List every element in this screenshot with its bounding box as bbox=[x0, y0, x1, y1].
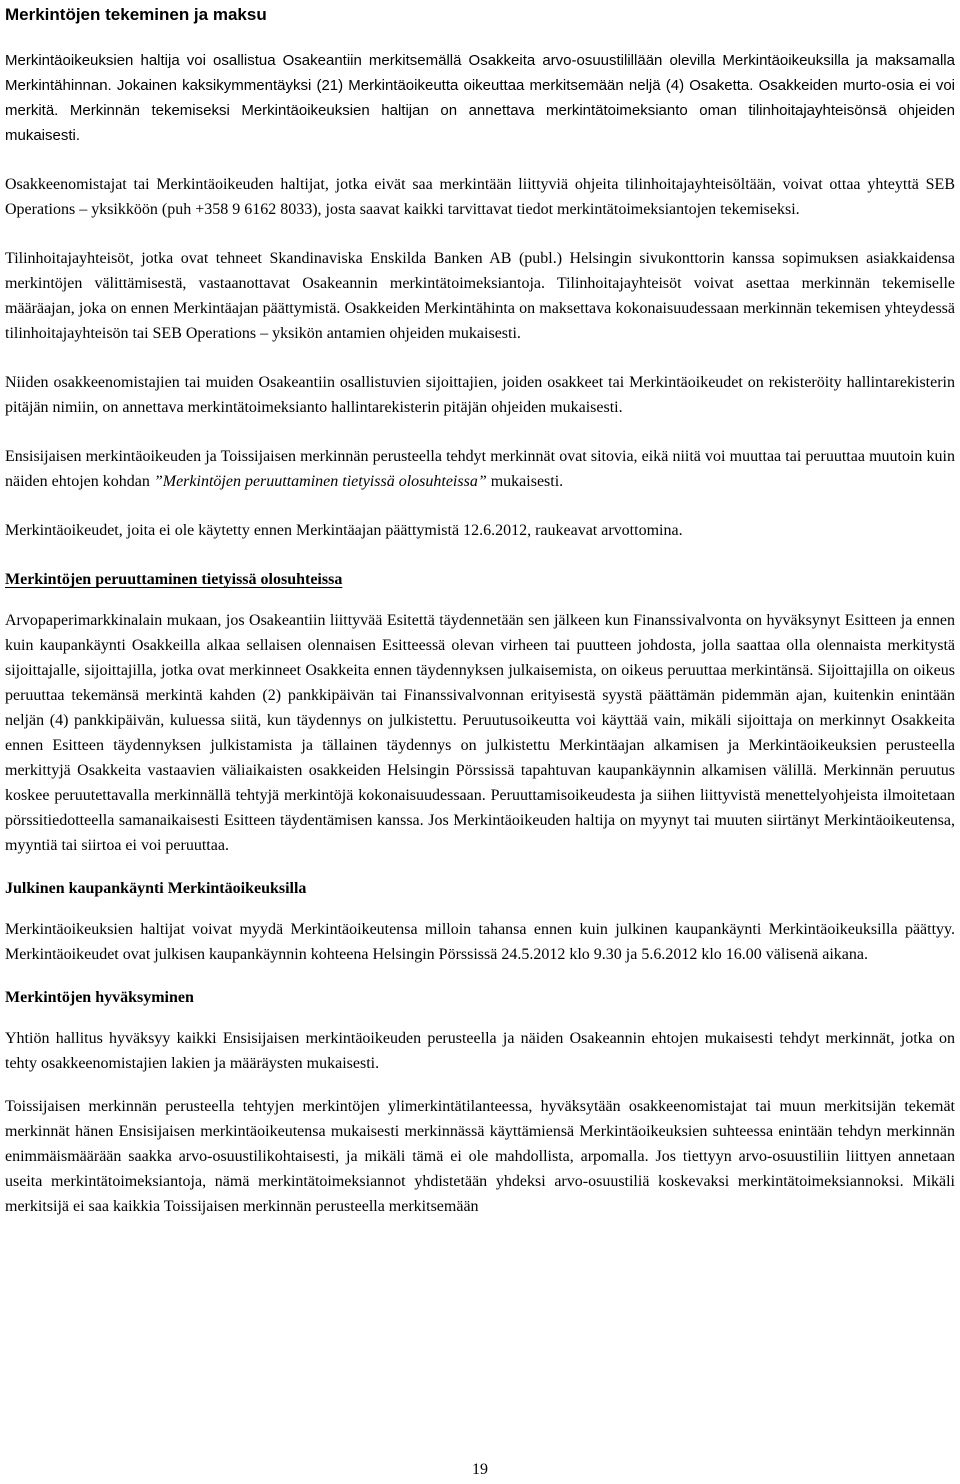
section-heading-withdrawal: Merkintöjen peruuttaminen tietyissä olosuhteissa bbox=[5, 571, 343, 588]
page-title: Merkintöjen tekeminen ja maksu bbox=[5, 5, 267, 24]
section-paragraph-public-trading: Merkintäoikeuksien haltijat voivat myydä Merkintäoikeutensa milloin tahansa ennen kuin julkinen kaupankäynti Merkintäoikeuksilla päättyy. Merkintäoikeudet ovat julkisen kaupankäynnin kohteena Helsingin Pörssissä 24.5.2012 klo 9.30 ja 5.6.2012 klo 16.00 välisenä aikana. bbox=[5, 921, 955, 963]
paragraph-expiry: Merkintäoikeudet, joita ei ole käytetty ennen Merkintäajan päättymistä 12.6.2012, raukeavat arvottomina. bbox=[5, 522, 683, 539]
section-paragraph-withdrawal: Arvopaperimarkkinalain mukaan, jos Osakeantiin liittyvää Esitettä täydennetään sen jälkeen kun Finanssivalvonta on hyväksynyt Esitteen ja ennen kuin kaupankäynti Osakkeilla alkaa sellaisen olennaisen Esitteessä olevan virheen tai puutteen johdosta, jolla saattaa olla olennaista merkitystä sijoittajalle, sijoittajilla, jotka ovat merkinneet Osakkeita ennen täydennyksen julkaisemista, on oikeus peruuttaa merkintänsä. Sijoittajilla on oikeus peruuttaa tekemänsä merkintä kahden (2) pankkipäivän tai Finanssivalvonnan erityisestä syystä päättämän pidemmän ajan, kuitenkin enintään neljän (4) pankkipäivän, kuluessa siitä, kun täydennys on julkistettu. Peruutusoikeutta voi käyttää vain, mikäli sijoittaja on merkinnyt Osakkeita ennen Esitteen täydennyksen julkistamista ja tällainen täydennys on julkistettu Merkintäajan alkamisen ja Merkintäoikeuksien perusteella merkittyjä Osakkeita vastaavien väliaikaisten osakkeiden Helsingin Pörssissä tapahtuvan kaupankäynnin alkamisen välillä. Merkinnän peruutus koskee peruutettavalla merkinnällä tehtyjä merkintöjä kokonaisuudessaan. Peruuttamisoikeudesta ja siihen liittyvistä menettelyohjeista ilmoitetaan pörssitiedotteella samanaikaisesti Esitteen täydentämisen kanssa. Jos Merkintäoikeuden haltija on myynyt tai muuten siirtänyt Merkintäoikeutensa, myyntiä tai siirtoa ei voi peruuttaa. bbox=[5, 612, 955, 854]
binding-text-before: Ensisijaisen merkintäoikeuden ja Toissijaisen merkinnän perusteella tehdyt merkinnät ovat sitovia, eikä niitä voi muuttaa tai peruuttaa muutoin kuin näiden ehtojen kohdan bbox=[5, 448, 955, 490]
binding-section-reference: ”Merkintöjen peruuttaminen tietyissä olosuhteissa” bbox=[153, 473, 487, 490]
section-paragraph-approval-2: Toissijaisen merkinnän perusteella tehtyjen merkintöjen ylimerkintätilanteessa, hyväksytään osakkeenomistajat tai muun merkitsijän tekemät merkinnät hänen Ensisijaisen merkintäoikeutensa mukaisesti merkinnässä käyttämiensä Merkintäoikeuksien suhteessa enintään tehdyn merkinnän enimmäismäärään saakka arvo-osuustilikohtaisesti, ja mikäli tämä ei ole mahdollista, arpomalla. Jos tiettyyn arvo-osuustiliin liittyen annetaan useita merkintätoimeksiantoja, nämä merkintätoimeksiannot yhdistetään yhdeksi arvo-osuustiliä koskevaksi merkintätoimeksiannoksi. Mikäli merkitsijä ei saa kaikkia Toissijaisen merkinnän perusteella merkitsemään bbox=[5, 1098, 955, 1215]
section-heading-approval: Merkintöjen hyväksyminen bbox=[5, 989, 194, 1006]
paragraph-contact-info: Osakkeenomistajat tai Merkintäoikeuden haltijat, jotka eivät saa merkintään liittyviä ohjeita tilinhoitajayhteisöltään, voivat ottaa yhteyttä SEB Operations – yksikköön (puh +358 9 6162 8033), josta saavat kaikki tarvittavat tiedot merkintätoimeksiantojen tekemiseksi. bbox=[5, 176, 955, 218]
paragraph-account-operators: Tilinhoitajayhteisöt, jotka ovat tehneet Skandinaviska Enskilda Banken AB (publ.) Helsingin sivukonttorin kanssa sopimuksen asiakkaidensa merkintöjen välittämisestä, vastaanottavat Osakeannin merkintätoimeksiantoja. Tilinhoitajayhteisöt voivat asettaa merkinnän tekemiselle määräajan, joka on ennen Merkintäajan päättymistä. Osakkeiden Merkintähinta on maksettava kokonaisuudessaan merkinnän tekemisen yhteydessä tilinhoitajayhteisön tai SEB Operations – yksikön antamien ohjeiden mukaisesti. bbox=[5, 250, 955, 342]
page-number: 19 bbox=[472, 1461, 488, 1478]
section-paragraph-approval-1: Yhtiön hallitus hyväksyy kaikki Ensisijaisen merkintäoikeuden perusteella ja näiden Osakeannin ehtojen mukaisesti tehdyt merkinnät, jotka on tehty osakkeenomistajien lakien ja määräysten mukaisesti. bbox=[5, 1030, 955, 1072]
paragraph-nominee-registered: Niiden osakkeenomistajien tai muiden Osakeantiin osallistuvien sijoittajien, joiden osakkeet tai Merkintäoikeudet on rekisteröity hallintarekisterin pitäjän nimiin, on annettava merkintätoimeksianto hallintarekisterin pitäjän ohjeiden mukaisesti. bbox=[5, 374, 955, 416]
paragraph-binding-subscriptions bbox=[5, 444, 955, 494]
document-page bbox=[5, 0, 955, 1243]
intro-paragraph: Merkintäoikeuksien haltija voi osallistua Osakeantiin merkitsemällä Osakkeita arvo-osuustilillään olevilla Merkintäoikeuksilla ja maksamalla Merkintähinnan. Jokainen kaksikymmentäyksi (21) Merkintäoikeutta oikeuttaa merkitsemään neljä (4) Osaketta. Osakkeiden murto-osia ei voi merkitä. Merkinnän tekemiseksi Merkintäoikeuksien haltijan on annettava merkintätoimeksianto oman tilinhoitajayhteisönsä ohjeiden mukaisesti. bbox=[5, 52, 955, 144]
binding-text-after: mukaisesti. bbox=[486, 473, 564, 490]
section-heading-public-trading: Julkinen kaupankäynti Merkintäoikeuksilla bbox=[5, 880, 307, 897]
